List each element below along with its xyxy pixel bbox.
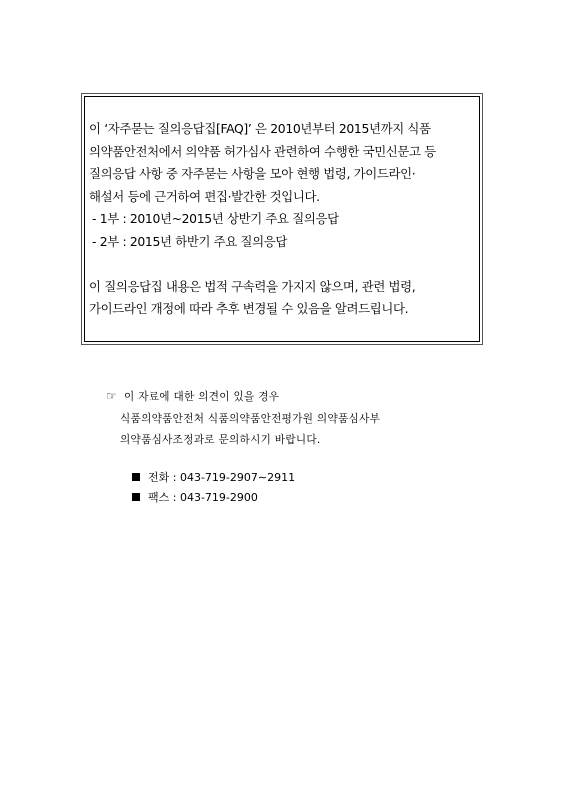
notice-line: 의약품안전처에서 의약품 허가심사 관련하여 수행한 국민신문고 등 bbox=[89, 143, 436, 159]
part-2-item: - 2부 : 2015년 하반기 주요 질의응답 bbox=[92, 233, 287, 249]
phone-item bbox=[106, 468, 380, 488]
part-1-item: - 1부 : 2010년~2015년 상반기 주요 질의응답 bbox=[92, 211, 339, 227]
contact-intro: 이 자료에 대한 의견이 있을 경우 bbox=[124, 391, 280, 403]
notice-box bbox=[84, 96, 480, 342]
notice-line: 이 ‘자주묻는 질의응답집[FAQ]’ 은 2010년부터 2015년까지 식품 bbox=[89, 121, 431, 136]
disclaimer-line: 이 질의응답집 내용은 법적 구속력을 가지지 않으며, 관련 법령, bbox=[89, 278, 416, 294]
contact-spacer bbox=[106, 452, 380, 468]
notice-spacer bbox=[89, 254, 479, 276]
pointing-hand-icon: ☞ bbox=[106, 389, 118, 403]
notice-line: 질의응답 사항 중 자주묻는 사항을 모아 현행 법령, 가이드라인· bbox=[89, 166, 416, 182]
square-bullet-icon bbox=[132, 473, 140, 481]
notice-line: 해설서 등에 근거하여 편집·발간한 것입니다. bbox=[89, 188, 320, 204]
contact-section bbox=[106, 386, 380, 508]
disclaimer-line: 가이드라인 개정에 따라 추후 변경될 수 있음을 알려드립니다. bbox=[89, 301, 409, 317]
fax-text: 팩스 : 043-719-2900 bbox=[148, 490, 258, 504]
contact-intro-line bbox=[106, 386, 380, 409]
square-bullet-icon bbox=[132, 493, 140, 501]
contact-org: 식품의약품안전처 식품의약품안전평가원 의약품심사부 bbox=[120, 412, 381, 425]
contact-dept: 의약품심사조정과로 문의하시기 바랍니다. bbox=[120, 434, 321, 446]
phone-text: 전화 : 043-719-2907∼2911 bbox=[148, 470, 296, 484]
fax-item bbox=[106, 488, 380, 508]
